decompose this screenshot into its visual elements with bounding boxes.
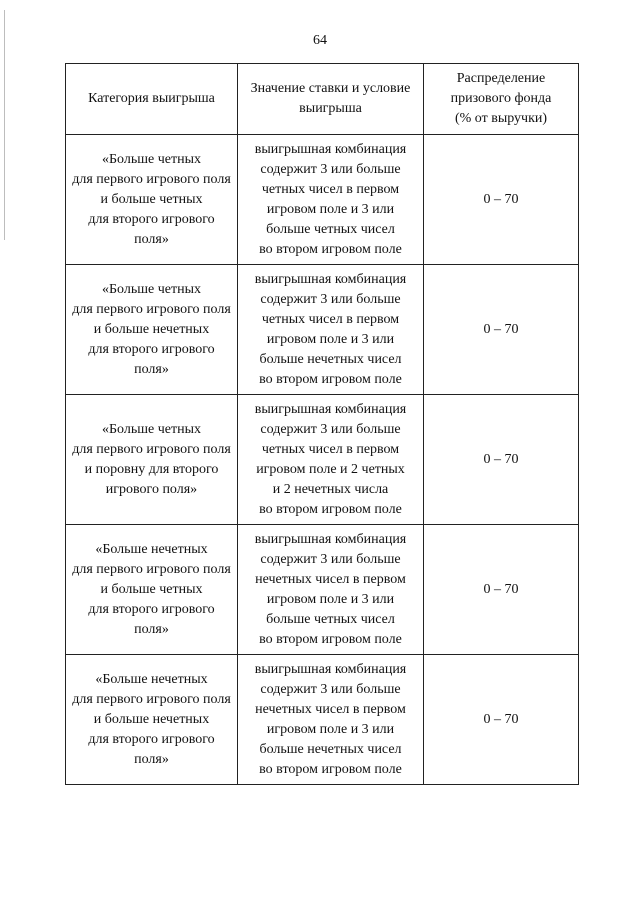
prize-distribution-table [65, 63, 579, 785]
table-row [66, 395, 579, 525]
table-header-row [66, 64, 579, 135]
table-row [66, 655, 579, 785]
condition-cell: выигрышная комбинация содержит 3 или больше четных чисел в первом игровом поле и 3 или больше нечетных чисел во втором игровом поле [238, 265, 424, 395]
condition-cell: выигрышная комбинация содержит 3 или больше нечетных чисел в первом игровом поле и 3 или больше четных чисел во втором игровом поле [238, 525, 424, 655]
condition-cell: выигрышная комбинация содержит 3 или больше четных чисел в первом игровом поле и 2 четных и 2 нечетных числа во втором игровом поле [238, 395, 424, 525]
table-row [66, 525, 579, 655]
table-row [66, 135, 579, 265]
header-prize-share: Распределение призового фонда (% от выручки) [424, 64, 579, 135]
header-category: Категория выигрыша [66, 64, 238, 135]
category-cell: «Больше нечетных для первого игрового поля и больше нечетных для второго игрового поля» [66, 655, 238, 785]
prize-share-cell: 0 – 70 [424, 655, 579, 785]
prize-share-cell: 0 – 70 [424, 525, 579, 655]
category-cell: «Больше нечетных для первого игрового поля и больше четных для второго игрового поля» [66, 525, 238, 655]
prize-share-cell: 0 – 70 [424, 265, 579, 395]
page-number: 64 [313, 33, 327, 48]
category-cell: «Больше четных для первого игрового поля и больше четных для второго игрового поля» [66, 135, 238, 265]
condition-cell: выигрышная комбинация содержит 3 или больше четных чисел в первом игровом поле и 3 или больше четных чисел во втором игровом поле [238, 135, 424, 265]
category-cell: «Больше четных для первого игрового поля и больше нечетных для второго игрового поля» [66, 265, 238, 395]
category-cell: «Больше четных для первого игрового поля и поровну для второго игрового поля» [66, 395, 238, 525]
prize-share-cell: 0 – 70 [424, 395, 579, 525]
condition-cell: выигрышная комбинация содержит 3 или больше нечетных чисел в первом игровом поле и 3 или больше нечетных чисел во втором игровом поле [238, 655, 424, 785]
header-condition: Значение ставки и условие выигрыша [238, 64, 424, 135]
table-row [66, 265, 579, 395]
prize-share-cell: 0 – 70 [424, 135, 579, 265]
